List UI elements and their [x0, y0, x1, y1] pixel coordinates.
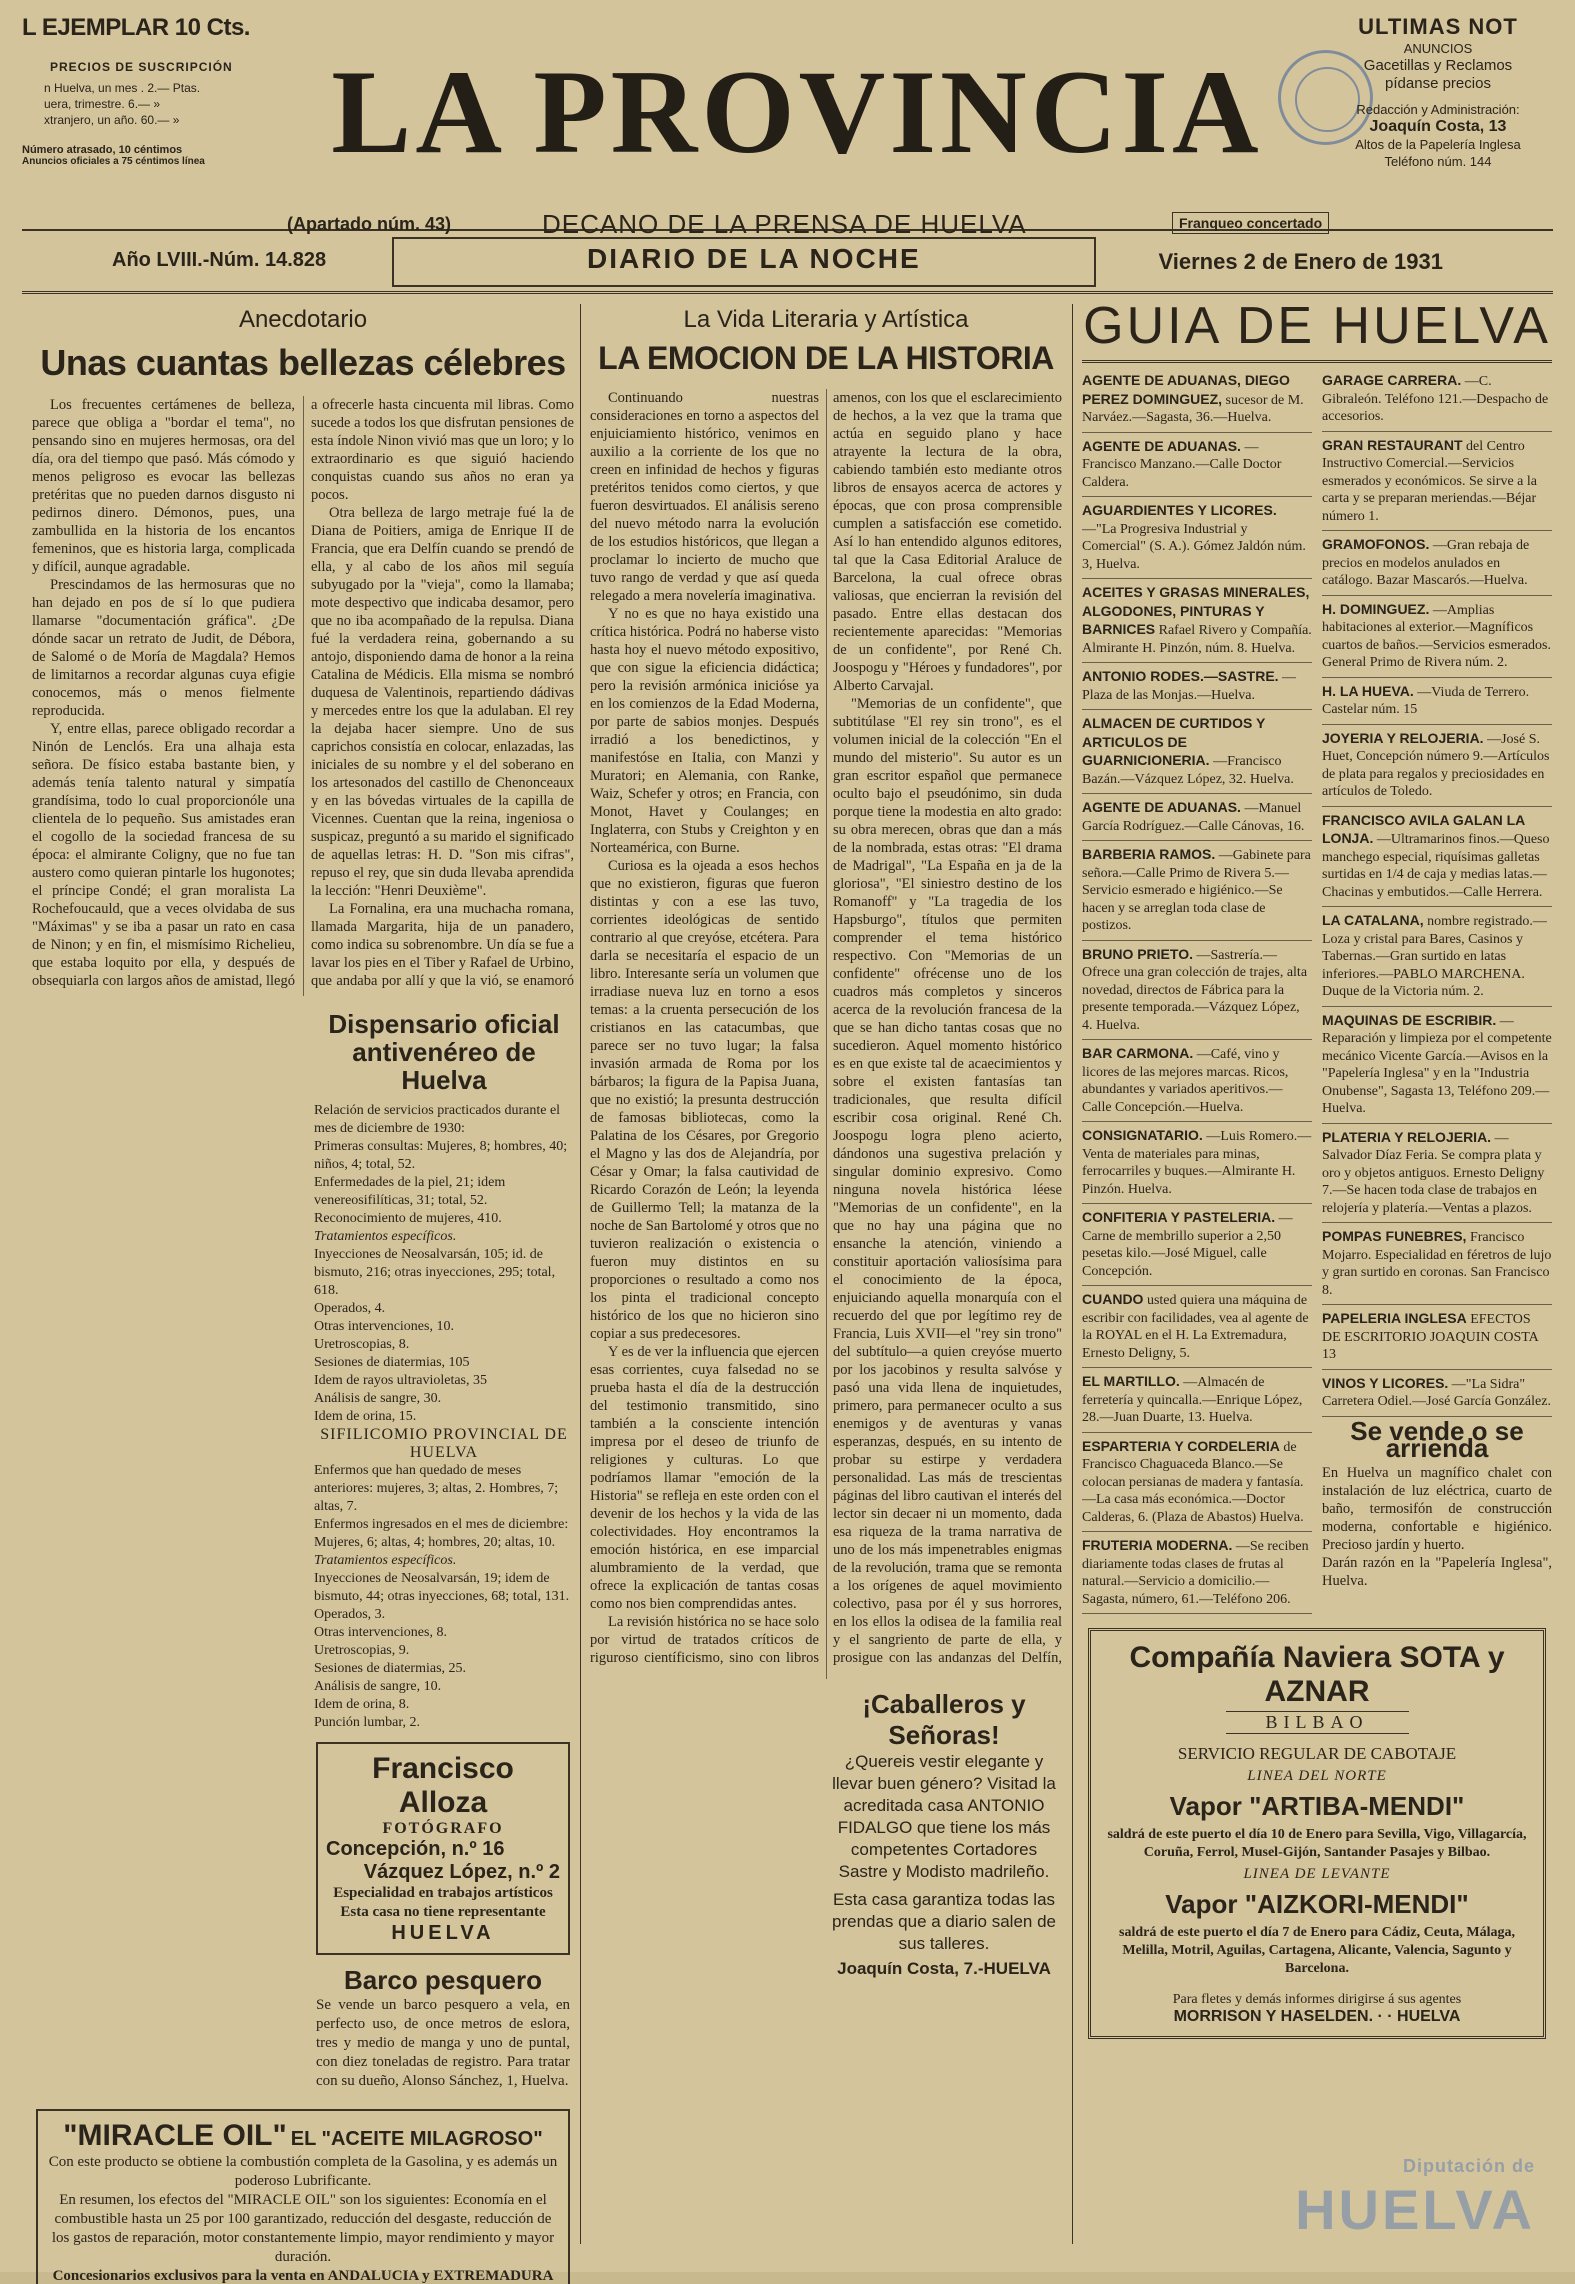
- guide-entry-text: del Centro Instructivo Comercial.—Servicios esmerados y económicos. Se sirve a la carta y se preparan meriendas.—Béjar número 1.: [1322, 438, 1537, 524]
- ads-col1: [32, 1732, 574, 2095]
- guide-entry-text: —Francisco Bazán.—Vázquez López, 32. Huelva.: [1082, 754, 1294, 787]
- guide-entry: [1082, 1368, 1312, 1433]
- guide-entry-text: Rafael Rivero y Compañía. Almirante H. Pinzón, núm. 8. Huelva.: [1082, 623, 1312, 656]
- list-item: Sesiones de diatermias, 105: [314, 1355, 470, 1370]
- guide-grid: [1082, 367, 1552, 1614]
- ad-title: "MIRACLE OIL": [63, 2119, 287, 2152]
- watermark-text: HUELVA: [1295, 2178, 1535, 2241]
- guide-entry-name: AGENTE DE ADUANAS, DIEGO PEREZ DOMINGUEZ,: [1082, 372, 1290, 407]
- newspaper-title: LA PROVINCIA: [331, 45, 1263, 178]
- guide-entry: [1322, 367, 1552, 432]
- ad-text: saldrá de este puerto el día 10 de Enero para Sevilla, Vigo, Villagarcía, Coruña, Ferrol, Musel-Gijón, Santander Pasajes y Bilbao.: [1107, 1827, 1527, 1860]
- article-paragraph: Y, entre ellas, parece obligado recordar a Ninón de Lenclós. Era una alhaja esta señora. De físico estaba bastante bien, y además tenía talento natural y simpatía grandísima, todo lo cual proporcionóle una clientela de lo pequeño. Sus amistades eran el cogollo de la sociedad francesa de su época: el almirante Coligny, que no fue tan austero como quieran pintarle los hugonotes; el príncipe Condé; el gran moralista La Rochefoucauld, que a veces olvidaba de sus "Máximas" y se iba a pasar un rato en casa de Ninon; y en fin, el mismísimo Richelieu, que estaba loquito por ella, y después de obsequiarla con largos años de amistad, llegó a ofrecerle hasta cincuenta mil libras. Como sucede a todos los que disfrutan pensiones de esta índole Ninon vivió mas que un loro; y lo extraordinario es que siguió haciendo conquistas cuando sus años no eran ya pocos.: [32, 397, 574, 989]
- latest-news-label: ULTIMAS NOT: [1358, 14, 1518, 39]
- guide-entry-text: EFECTOS DE ESCRITORIO JOAQUIN COSTA 13: [1322, 1312, 1539, 1362]
- ad-text: Se vende un barco pesquero a vela, en perfecto uso, de once metros de eslora, tres y medio de manga y uno de puntal, con diez toneladas de registro. Para tratar con su dueño, Alonso Sánchez, 1, Huelva.: [316, 1997, 570, 2089]
- ad-city: BILBAO: [1226, 1711, 1409, 1734]
- guide-entry: [1322, 531, 1552, 596]
- guide-entry-name: GARAGE CARRERA.: [1322, 372, 1462, 388]
- guide-entry: [1082, 367, 1312, 433]
- guide-entry-text: —Almacén de ferretería y quincalla.—Enrique López, 28.—Juan Duarte, 13. Huelva.: [1082, 1375, 1303, 1425]
- ad-title: Barco pesquero: [344, 1965, 542, 1995]
- article-headline: Unas cuantas bellezas célebres: [40, 342, 566, 383]
- list-item: Idem de orina, 8.: [314, 1697, 410, 1712]
- guide-entry-name: BARBERIA RAMOS.: [1082, 846, 1216, 862]
- guide-entry-name: H. DOMINGUEZ.: [1322, 600, 1430, 617]
- article-headline: LA EMOCION DE LA HISTORIA: [598, 340, 1054, 376]
- guide-entry-text: Francisco Mojarro. Especialidad en féretros de lujo y gran surtido en coronas. San Francisco 8.: [1322, 1230, 1552, 1298]
- edition-label: DIARIO DE LA NOCHE: [587, 243, 921, 274]
- issue-info-bar: [22, 231, 1553, 294]
- editorial-floor: Altos de la Papelería Inglesa: [1355, 137, 1521, 152]
- guide-entry-name: CONFITERIA Y PASTELERIA.: [1082, 1209, 1276, 1225]
- article-paragraph: Y es de ver la influencia que ejercen esas corrientes, cuya falsedad no se prueba hasta el día de la destrucción del testimonio transmitido, sino también a la consciente intención impresa por el deseo de triunfo de religiones y culturas. Lo que podríamos llamar "emoción de la Historia" se refleja en este orden con el devenir de los hechos y la vida de las colectividades. Hoy encontramos la emoción histórica, en ese imparcial alumbramiento de la verdad, que ofrece la explicación de tantas cosas como nos bien comprendidas antes.: [590, 1344, 819, 1612]
- mini-col-left: [32, 1002, 302, 1472]
- guide-entry-text: —Manuel García Rodríguez.—Calle Cánovas, 16.: [1082, 801, 1305, 834]
- ad-text: En resumen, los efectos del "MIRACLE OIL" son los siguientes: Economía en el combustible hasta un 25 por 100 garantizado, reducción del desgaste, reducción de los gastos de reparación, motor constantemente limpio, mayor rendimiento y mayor duración.: [51, 2192, 555, 2265]
- dispensario-list: [314, 1102, 574, 1426]
- article-body: [32, 396, 574, 996]
- guide-left-column: [1082, 367, 1312, 1614]
- price-item: xtranjero, un año. 60.— »: [44, 113, 180, 127]
- barco-ad: [316, 1965, 570, 2091]
- guide-entry-text: sucesor de M. Narváez.—Sagasta, 36.—Huelva.: [1082, 392, 1304, 425]
- guide-entry-text: —José S. Huet, Concepción número 9.—Artículos de plata para regalos y preciosidades en artículos de Toledo.: [1322, 731, 1550, 799]
- ad-subtitle: EL "ACEITE MILAGROSO": [290, 2128, 543, 2150]
- spacer: [32, 1732, 302, 2095]
- guide-entry-name: PLATERIA Y RELOJERIA.: [1322, 1128, 1492, 1145]
- guide-entry-name: BAR CARMONA.: [1082, 1045, 1194, 1061]
- guide-entry-name: PAPELERIA INGLESA: [1322, 1310, 1467, 1326]
- guide-entry: [1322, 1007, 1552, 1124]
- watermark-top: Diputación de: [1402, 2156, 1535, 2176]
- naviera-ad: [1088, 1628, 1546, 2039]
- editorial-phone: Teléfono núm. 144: [1384, 154, 1492, 169]
- guide-entry-name: ANTONIO RODES.—SASTRE.: [1082, 668, 1279, 684]
- list-item: Tratamientos específicos.: [314, 1553, 457, 1568]
- ads-label: ANUNCIOS: [1403, 41, 1473, 56]
- list-item: Reconocimiento de mujeres, 410.: [314, 1211, 502, 1226]
- guide-entry-text: —Gran rebaja de precios en modelos anulados en catálogo. Bazar Mascarós.—Huelva.: [1322, 538, 1530, 588]
- ad-ship: Vapor "ARTIBA-MENDI": [1169, 1791, 1465, 1821]
- list-item: Operados, 3.: [314, 1607, 386, 1622]
- list-item: Enfermos que han quedado de meses anteriores: mujeres, 3; altas, 2. Hombres, 7; altas, 7.: [314, 1463, 559, 1514]
- editorial-label: Redacción y Administración:: [1356, 102, 1520, 117]
- price-list: [22, 80, 272, 128]
- article-paragraph: Continuando nuestras consideraciones en torno a aspectos del enjuiciamiento histórico, venimos en auxilio a la corriente de los que no creen en infinidad de hechos y figuras pretéritos tenidos como ciertos, y que fueron desvirtuados. El análisis sereno del nuevo método narra la evolución de los estudios históricos, que llegan a proclamar lo incierto de mucho que tuvo rango de verdad y que así queda relegado a mera novelería imaginativa.: [590, 390, 819, 604]
- guide-entry-text: —Sastrería.—Ofrece una gran colección de trajes, alta novedad, directos de Fábrica para la presente temporada.—Vázquez López, 4. Huelva.: [1082, 947, 1308, 1033]
- guide-entry-text: nombre registrado.—Loza y cristal para Bares, Casinos y Tabernas.—Gran surtido en latas inferiores.—PABLO MARCHENA. Duque de la Victoria núm. 2.: [1322, 914, 1547, 999]
- list-item: Uretroscopias, 8.: [314, 1337, 410, 1352]
- ad-title: ¡Caballeros y Señoras!: [862, 1689, 1026, 1750]
- ad-address: Concepción, n.º 16: [326, 1838, 505, 1860]
- article-paragraph: Curiosa es la ojeada a esos hechos que no existieron, figuras que fueron distintas y con a ese las tuvo, corrientes ideológicas de sentido contrario al que creyóse, etcétera. Para darla se necesitaría el espacio de un libro. Interesante sería un volumen que irradiase nueva luz en torno a esos temas: a la cruenta persecución de los cristianos en las catacumbas, que parece ser no tuvo lugar; la falsa invasión armada de Roma por los bárbaros; la figura de la Papisa Juana, que no existió; la presunta destrucción de famosas bibliotecas, como la Palatina de los Césares, por Gregorio el Magno y las dos de Alejandría, por César y Omar; la falsa cautividad de Ricardo Corazón de León; la leyenda de Guillermo Tell; la matanza de la noche de San Bartolomé y otros que no tuvieron realización o existencia o fueron muy distintos en su proporciones o resultado a como nos los pinta el tradicional concepto histórico de los que no hicieron sino copiar a sus predecesores.: [590, 858, 819, 1342]
- guide-entry-name: VINOS Y LICORES.: [1322, 1374, 1449, 1391]
- list-item: Enfermos ingresados en el mes de diciembre: Mujeres, 6; altas, 4; hombres, 20; altas, 10.: [314, 1517, 569, 1550]
- ad-header: [46, 2119, 560, 2153]
- guide-entry-text: —Salvador Díaz Feria. Se compra plata y oro y objetos antiguos. Ernesto Deligny 7.—Se hacen toda clase de trabajos en relojería y platería.—Ventas a plazos.: [1322, 1130, 1545, 1216]
- guide-entry-name: FRANCISCO AVILA GALAN LA LONJA.: [1322, 811, 1525, 846]
- guide-entry-name: GRAMOFONOS.: [1322, 536, 1430, 552]
- masthead-right-info: [1323, 14, 1553, 170]
- issue-date: Viernes 2 de Enero de 1931: [1158, 249, 1443, 274]
- guide-entry: [1322, 1223, 1552, 1305]
- guide-entry: [1322, 907, 1552, 1007]
- ad-text: Con este producto se obtiene la combustión completa de la Gasolina, y es además un poderoso Lubrificante.: [48, 2154, 558, 2189]
- article-paragraph: Los frecuentes certámenes de belleza, parece que obliga a "bordar el tema", no pensando sino en mujeres hermosas, ora del día, ora del tiempo que pasó. Más cómodo y menos peligroso es evocar las bellezas pretéritas que no pueden darnos disgusto ni pedirnos dinero. Démonos, pues, una zambullida en la historia de los encantos femeninos, que es historia larga, complicada y difícil, aunque agradable.: [32, 397, 295, 575]
- list-item: Sesiones de diatermias, 25.: [314, 1661, 467, 1676]
- guide-entry-text: —Viuda de Terrero. Castelar núm. 15: [1322, 684, 1530, 717]
- guide-entry: [1082, 1286, 1312, 1368]
- ad-text: Darán razón en la "Papelería Inglesa", Huelva.: [1322, 1554, 1552, 1589]
- article-paragraph: Prescindamos de las hermosuras que no han dejado en pos de sí lo que pudiera llamarse "documentación gráfica". ¿De dónde sacar un retrato de Judit, de Débora, de Salomé o de Moría de Magdala? Hemos de limitarnos a recordar algunas cuya efigie conocemos, más o menos fielmente reproducida.: [32, 577, 295, 719]
- postage-box: Franqueo concertado: [1172, 212, 1329, 234]
- guide-entry: [1082, 941, 1312, 1041]
- guide-entry-text: de Francisco Chaguaceda Blanco.—Se colocan persianas de madera y fantasía.—La casa más económica.—Doctor Calderas, 6. (Plaza de Abastos) Huelva.: [1082, 1439, 1304, 1525]
- guide-entry-name: AGENTE DE ADUANAS.: [1082, 799, 1241, 815]
- guide-entry-text: —"La Sidra" Carretera Odiel.—José García González.: [1322, 1376, 1551, 1409]
- section-title: La Vida Literaria y Artística: [683, 306, 969, 333]
- guide-entry-name: ACEITES Y GRASAS MINERALES, ALGODONES, PINTURAS Y BARNICES: [1082, 584, 1310, 637]
- guide-entry-name: CONSIGNATARIO.: [1082, 1127, 1203, 1143]
- ad-title: Francisco Alloza: [372, 1752, 514, 1819]
- ad-title: Compañía Naviera SOTA y AZNAR: [1129, 1641, 1505, 1708]
- list-item: Análisis de sangre, 30.: [314, 1391, 442, 1406]
- ad-text: saldrá de este puerto el día 7 de Enero para Cádiz, Ceuta, Málaga, Melilla, Motril, Aguilas, Cartagena, Alicante, Valencia, Sagunto y Barcelona.: [1119, 1925, 1515, 1976]
- article-paragraph: "Memorias de un confidente", que subtitúlase "El rey sin trono", es el volumen inicial de la colección "En el mundo del misterio". Su autor es un gran escritor español que permanece oculto bajo el pseudónimo, sin duda porque tiene la modestia en alto grado: su obra merecen, obras que dan a más de la nombrada, estas otras: "El drama de Madrigal", "La España en ja de la gloriosa", "El siniestro destino de los Romanoff" y "La tragedia de los Hapsburgo", títulos que permiten comprender el tema histórico respectivo. Con "Memorias de un confidente" ofrécense uno de los cuadros más completos y sinceros acerca de la revolución francesa de la que se han dicho tantas cosas que no sucedieron. Aquel momento histórico es en que existe tal de acaecimientos y sobre el existen fantasías tan tradicionales, que resulta difícil escribir cosa original. René Ch. Joospogu logra pleno acierto, dándonos una sugestiva prelación y singular dominio expresivo. Como ninguna novela histórica léese "Memorias de un confidente", en la que no hay una página que no ensanche la atención, viniendo a constituir aportación valiosísima para el conocimiento de la época, enjuiciando aquella monarquía con el recuerdo del que por legítimo rey de Francia, Luis XVII—el "rey sin trono" del subtítulo—a quien creyóse muerto por los jacobinos y resulta salvóse y pasó una vida llena de inquietudes, primero, para permanecer oculto a sus enemigos y de aventuras y vanas esperanzas, después, en su intento de probar su estirpe y verdadera personalidad. Las más de trescientas páginas del libro cautivan el interés del lector sin decaer ni un momento, dada esa riqueza de la trama narrativa de uno de los más impenetrables enigmas de la revolución, trama que se remonta a los orígenes de aquel movimiento colectivo, pasa por él y sus horrores, en los ellos la odisea de la familia real y el sangriento de parte de ella, y prosigue con las andanzas del Delfín,: [833, 696, 1062, 1666]
- column-anecdotario: [32, 294, 574, 2284]
- guide-entry: [1322, 1124, 1552, 1224]
- guide-entry: [1082, 433, 1312, 498]
- ad-service: SERVICIO REGULAR DE CABOTAJE: [1177, 1744, 1457, 1763]
- guide-entry-text: —Se reciben diariamente todas clases de frutas al natural.—Servicio a domicilio.—Sagasta, número, 61.—Teléfono 206.: [1082, 1539, 1309, 1607]
- guide-entry-text: —C. Gibraleón. Teléfono 121.—Despacho de accesorios.: [1322, 374, 1549, 424]
- ad-text: Concesionarios exclusivos para la venta en ANDALUCIA y EXTREMADURA: [52, 2268, 554, 2284]
- article-body: [590, 389, 1062, 1679]
- list-item: Inyecciones de Neosalvarsán, 19; idem de bismuto, 44; otras inyecciones, 68; total, 131.: [314, 1571, 570, 1604]
- column-divider: [580, 304, 581, 2244]
- editorial-address: Joaquín Costa, 13: [1369, 118, 1507, 135]
- list-item: Tratamientos específicos.: [314, 1229, 457, 1244]
- guide-entry-name: LA CATALANA,: [1322, 912, 1424, 928]
- ad-text: Esta casa no tiene representante: [340, 1904, 546, 1920]
- guide-entry: [1082, 1204, 1312, 1286]
- guide-right-entries: [1322, 367, 1552, 1417]
- guide-entry-name: EL MARTILLO.: [1082, 1373, 1180, 1389]
- lower-col1: [32, 1002, 574, 1732]
- guide-entry-name: MAQUINAS DE ESCRIBIR.: [1322, 1011, 1497, 1028]
- guide-entry: [1082, 1532, 1312, 1614]
- ad-text: Esta casa garantiza todas las prendas que a diario salen de sus talleres.: [832, 1890, 1056, 1953]
- guide-title: GUIA DE HUELVA: [1082, 296, 1552, 363]
- guide-entry-name: AGENTE DE ADUANAS.: [1082, 437, 1241, 454]
- guide-entry: [1082, 710, 1312, 794]
- alloza-ad: [316, 1742, 570, 1955]
- guide-entry-name: GRAN RESTAURANT: [1322, 436, 1463, 453]
- newspaper-subtitle: DECANO DE LA PRENSA DE HUELVA: [542, 209, 1027, 239]
- guide-entry: [1082, 663, 1312, 710]
- guide-entry-name: ALMACEN DE CURTIDOS Y ARTICULOS DE GUARNICIONERIA.: [1082, 715, 1266, 768]
- column-guia: [1082, 294, 1552, 2284]
- ad-city: HUELVA: [391, 1922, 495, 1944]
- guide-entry: [1322, 1305, 1552, 1370]
- columns: [22, 294, 1553, 2284]
- list-item: Idem de orina, 15.: [314, 1409, 417, 1424]
- guide-entry: [1322, 678, 1552, 725]
- guide-entry-name: AGUARDIENTES Y LICORES.: [1082, 502, 1277, 518]
- ad-stack: [312, 1732, 574, 2095]
- list-item: Relación de servicios practicados durante el mes de diciembre de 1930:: [314, 1103, 561, 1136]
- guide-entry: [1322, 807, 1552, 908]
- guide-entry: [1082, 1122, 1312, 1204]
- guide-entry-text: —Amplias habitaciones al exterior.—Magníficos cuartos de baños.—Servicios esmerados. General Primo de Rivera núm. 2.: [1322, 602, 1551, 670]
- guide-entry-text: —Luis Romero.—Venta de materiales para minas, ferrocarriles y buques.—Almirante H. Pinzón. Huelva.: [1082, 1129, 1312, 1197]
- article-paragraph: Otra belleza de largo metraje fué la de Diana de Poitiers, amiga de Enrique II de Francia, que era Delfín cuando se prendó de ella, y al cabo de los años mil seguía subyugado por la "vieja", como la llamaba; mote despectivo que indicaba desamor, pero que no iba acompañado de la repulsa. Diana fué la verdadera reina, gobernando a su antojo, disponiendo dama de honor a la reina Catalina de Médicis. Ella misma se nombró duquesa de Valentinois, repartiendo dádivas y mercedes entre los que la adulaban. El rey la dejaba hacer siempre. Uno de sus caprichos consistía en colocar, enlazadas, las iniciales de su nombre y el del soberano en los artesonados del castillo de Chenonceaux y en las bóvedas virtuales de la capilla de Vicennes. Cuentan que la reina, ingeniosa o suspicaz, preguntó a su marido el significado de aquellas letras: H. D. "Son mis cifras", repuso el rey, que sin duda llevaba aprendida la lección: "Henri Deuxième".: [311, 505, 574, 899]
- sifilicomio-list: [314, 1462, 574, 1732]
- article-paragraph: Y no es que no haya existido una crítica histórica. Podrá no haberse visto hasta hoy el nuevo método expositivo, que con sigue la eficiencia didáctica; pero la revisión armónica inicióse ya en los comienzos de la Edad Moderna, por parte de sabios monjes. Después irradió a los benedictinos, y manifestóse en Italia, con Manzi y Muratori; en Alemania, con Ranke, Waiz, Schefer y otros; en Francia, con Monot, Havet y Coulanges; en Inglaterra, con Stubs y Creighton y en Norteamérica, con Burne.: [590, 606, 819, 856]
- masthead-left-info: [22, 14, 272, 167]
- guide-entry-name: CUANDO: [1082, 1291, 1144, 1307]
- dispensario-title: Dispensario oficial antivenéreo de Huelva: [328, 1009, 560, 1095]
- list-item: Análisis de sangre, 10.: [314, 1679, 442, 1694]
- guide-entry: [1082, 1433, 1312, 1533]
- po-box: (Apartado núm. 43): [287, 214, 452, 234]
- ad-text: Especialidad en trabajos artísticos: [333, 1885, 553, 1901]
- ejemplar-price: L EJEMPLAR 10 Cts.: [22, 14, 250, 41]
- guide-entry-name: FRUTERIA MODERNA.: [1082, 1537, 1233, 1553]
- miracle-oil-ad: [36, 2109, 570, 2284]
- list-item: Idem de rayos ultravioletas, 35: [314, 1373, 488, 1388]
- ad-ship: Vapor "AIZKORI-MENDI": [1165, 1889, 1469, 1919]
- archive-watermark: [1295, 2156, 1535, 2242]
- guide-entry: [1082, 841, 1312, 941]
- guide-entry: [1082, 1040, 1312, 1122]
- dispensario-block: [314, 1002, 574, 1732]
- article-paragraph: La revisión histórica no se hace solo por virtud de tratados críticos de riguroso científicismo, sino con libros amenos, con los que el esclarecimiento de hechos, a la vez que la trama que actúa en seguido plano y hace atrayente la lectura de la obra, cabiendo también esto mediante otros libros de ensayos acerca de actores y épocas, que con prosa comprensible cumplen a satisfacción ese cometido. Así lo han entendido algunos editores, tal que la Casa Editorial Araluce de Barcelona, la cual ofrece obras valiosas, que encierran la revisión del pasado. Entre ellas destacan dos recientemente aparecidas: "Memorias de un confidente", por René Ch. Joospogu y "Héroes y fundadores", por Alberto Carvajal.: [590, 390, 1062, 1666]
- ad-text: ¿Quereis vestir elegante y llevar buen género? Visitad la acreditada casa ANTONIO FIDALGO que tiene los más competentes Cortadores Sastre y Modisto madrileño.: [832, 1752, 1056, 1881]
- guide-entry-name: POMPAS FUNEBRES,: [1322, 1228, 1467, 1244]
- guide-entry: [1082, 579, 1312, 663]
- guide-entry-name: ESPARTERIA Y CORDELERIA: [1082, 1437, 1280, 1454]
- column-vida-literaria: [590, 294, 1062, 2284]
- guide-entry-text: —"La Progresiva Industrial y Comercial" (S. A.). Gómez Jaldón núm. 3, Huelva.: [1082, 521, 1306, 572]
- column-divider: [1072, 304, 1073, 2244]
- guide-entry: [1322, 1370, 1552, 1417]
- guide-entry-text: —Gabinete para señora.—Calle Primo de Rivera 5.—Servicio esmerado e higiénico.—Se hacen y se arreglan toda clase de postizos.: [1082, 848, 1311, 933]
- ad-text: Para fletes y demás informes dirigirse á sus agentes: [1172, 1992, 1462, 2007]
- ad-line: LINEA DEL NORTE: [1247, 1768, 1387, 1784]
- list-item: Enfermedades de la piel, 21; idem venereosifilíticas, 31; total, 52.: [314, 1175, 506, 1208]
- ad-text: En Huelva un magnífico chalet con instalación de luz eléctrica, cuarto de baño, termosifón de construcción moderna, confortable e higiénico. Precioso jardín y huerto.: [1322, 1464, 1552, 1553]
- sifilicomio-title: SIFILICOMIO PROVINCIAL DE HUELVA: [320, 1426, 568, 1461]
- gacetillas-label: Gacetillas y Reclamos: [1363, 57, 1513, 74]
- official-ads-price: Anuncios oficiales a 75 céntimos línea: [22, 156, 205, 167]
- ad-role: FOTÓGRAFO: [382, 1820, 504, 1837]
- guide-entry-name: JOYERIA Y RELOJERIA.: [1322, 729, 1484, 746]
- price-item: uera, trimestre. 6.— »: [44, 97, 161, 111]
- guide-entry: [1082, 794, 1312, 841]
- caballeros-ad: [826, 1689, 1062, 1979]
- guide-entry-text: —Plaza de las Monjas.—Huelva.: [1082, 670, 1297, 703]
- back-issue-price: Número atrasado, 10 céntimos: [22, 144, 183, 156]
- guide-entry-text: —Ultramarinos finos.—Queso manchego especial, riquísimas galletas surtidas en 1/4 de caja y medias latas.—Chacinas y embutidos.—Calle Herrera.: [1322, 832, 1550, 900]
- list-item: Uretroscopias, 9.: [314, 1643, 410, 1658]
- guide-right-column: [1322, 367, 1552, 1614]
- guide-entry: [1322, 725, 1552, 807]
- guide-entry: [1322, 432, 1552, 532]
- list-item: Punción lumbar, 2.: [314, 1715, 420, 1730]
- guide-entry-text: —Café, vino y licores de las mejores marcas. Ricos, abundantes y variados aperitivos.—Calle Concepción.—Huelva.: [1082, 1047, 1289, 1115]
- price-item: n Huelva, un mes . 2.— Ptas.: [44, 81, 201, 95]
- ad-agents: MORRISON Y HASELDEN. · · HUELVA: [1173, 2008, 1461, 2025]
- guide-entry-name: BRUNO PRIETO.: [1082, 945, 1193, 962]
- ad-title: Se vende o se arrienda: [1350, 1415, 1524, 1463]
- issue-number: Año LVIII.-Núm. 14.828: [112, 249, 327, 271]
- guide-entry-text: —Carne de membrillo superior a 2,50 pesetas kilo.—José Miguel, calle Concepción.: [1082, 1211, 1293, 1279]
- guide-entry-text: usted quiera una máquina de escribir con facilidades, vea al agente de la ROYAL en el H. La Extremadura, Ernesto Deligny, 5.: [1082, 1293, 1309, 1361]
- guide-entry-text: —Francisco Manzano.—Calle Doctor Caldera.: [1082, 439, 1282, 490]
- list-item: Operados, 4.: [314, 1301, 386, 1316]
- ad-address: Joaquín Costa, 7.-HUELVA: [837, 1959, 1051, 1978]
- guide-entry-name: H. LA HUEVA.: [1322, 682, 1414, 699]
- guide-entry: [1082, 497, 1312, 579]
- prices-title: PRECIOS DE SUSCRIPCIÓN: [50, 60, 233, 74]
- article-paragraph: La Fornalina, era una muchacha romana, llamada Margarita, hija de un panadero, como indica su sobrenombre. Un día se fue a lavar los pies en el Tiber y Rafael de Urbino, que andaba por allí y que la vió, se enamoró: [311, 901, 574, 989]
- masthead: [22, 14, 1553, 239]
- ask-prices-label: pídanse precios: [1385, 75, 1491, 92]
- section-title: Anecdotario: [238, 306, 368, 333]
- list-item: Otras intervenciones, 8.: [314, 1625, 447, 1640]
- list-item: Primeras consultas: Mujeres, 8; hombres, 40; niños, 4; total, 52.: [314, 1139, 568, 1172]
- vende-ad: [1322, 1415, 1552, 1590]
- ad-address: Vázquez López, n.º 2: [363, 1861, 560, 1883]
- list-item: Otras intervenciones, 10.: [314, 1319, 454, 1334]
- guide-entry: [1322, 596, 1552, 678]
- ad-line: LINEA DE LEVANTE: [1243, 1866, 1391, 1882]
- guide-entry-text: —Reparación y limpieza por el competente mecánico Vicente García.—Avisos en la "Papelería Inglesa" y en la "Industria Onubense", Sagasta 13, Teléfono 209.—Huelva.: [1322, 1013, 1552, 1116]
- list-item: Inyecciones de Neosalvarsán, 105; id. de bismuto, 216; otras inyecciones, 295; total, 618.: [314, 1247, 556, 1298]
